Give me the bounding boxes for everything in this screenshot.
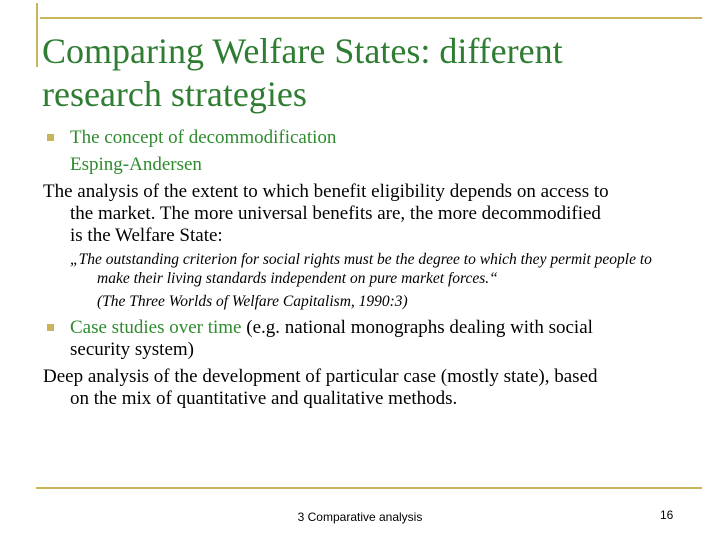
bottom-divider (36, 487, 702, 489)
bullet-heading-decommodification: The concept of decommodification (70, 127, 337, 148)
bullet-heading-case-studies: Case studies over time (70, 317, 242, 338)
paragraph-line: security system) (70, 339, 195, 360)
quote-citation: (The Three Worlds of Welfare Capitalism, 1990:3) (97, 293, 408, 310)
bullet-detail: (e.g. national monographs dealing with social (241, 317, 593, 338)
title-line-2: research strategies (42, 74, 307, 114)
left-accent-bar (36, 3, 38, 67)
bullet-square-icon (47, 324, 54, 331)
title-line-1: Comparing Welfare States: different (42, 31, 563, 71)
paragraph-line: on the mix of quantitative and qualitative methods. (70, 388, 458, 409)
bullet-square-icon (47, 134, 54, 141)
author-name: Esping-Andersen (70, 154, 202, 175)
paragraph-line: Deep analysis of the development of particular case (mostly state), based (43, 366, 598, 387)
slide-title (42, 30, 692, 116)
bullet-case-studies (70, 317, 593, 339)
paragraph-line: The analysis of the extent to which benefit eligibility depends on access to (43, 181, 609, 202)
footer-label: 3 Comparative analysis (297, 510, 423, 524)
paragraph-line: the market. The more universal benefits are, the more decommodified (70, 203, 601, 224)
slide-number: 16 (660, 508, 674, 522)
quote-line: „The outstanding criterion for social rights must be the degree to which they permit people to (70, 251, 652, 268)
paragraph-line: is the Welfare State: (70, 225, 223, 246)
top-divider (40, 17, 702, 19)
quote-line: make their living standards independent on pure market forces.“ (97, 270, 498, 287)
